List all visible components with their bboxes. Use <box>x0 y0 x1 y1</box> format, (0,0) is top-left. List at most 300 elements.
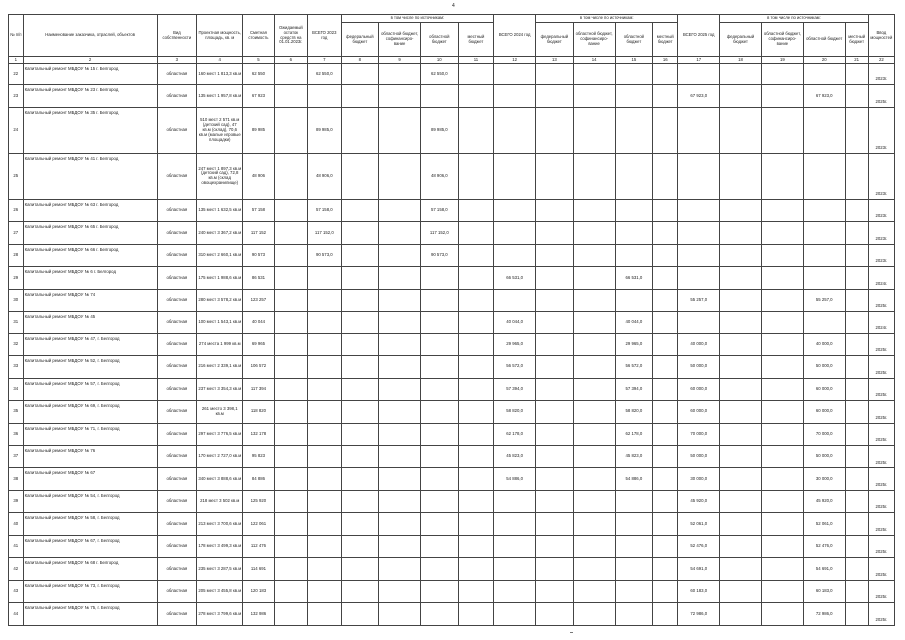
estimated-cost: 67 923 <box>243 85 274 107</box>
local-2023 <box>458 64 494 85</box>
estimated-cost: 125 920 <box>243 490 274 512</box>
header-including-2024: в том числе по источникам: <box>536 15 678 23</box>
object-name: Капитальный ремонт МБДОУ № 47, г. Белгород <box>23 333 157 355</box>
regional-2025 <box>803 107 845 153</box>
regional-cofin-2025 <box>761 580 803 602</box>
total-2023 <box>308 558 341 580</box>
federal-2024 <box>536 535 574 557</box>
remaining-funds <box>274 244 307 266</box>
commission-year: 2025г. <box>868 378 894 400</box>
column-number: 19 <box>761 57 803 64</box>
federal-2023 <box>341 153 379 199</box>
federal-2023 <box>341 513 379 535</box>
header-cost: Сметная стоимость <box>243 15 274 57</box>
federal-2023 <box>341 468 379 490</box>
column-number: 15 <box>615 57 653 64</box>
total-2023: 62 550,0 <box>308 64 341 85</box>
total-2025: 54 691,0 <box>678 558 720 580</box>
ownership: областная <box>157 535 197 557</box>
regional-2024 <box>615 153 653 199</box>
total-2025: 72 986,0 <box>678 603 720 626</box>
regional-cofin-2025 <box>761 199 803 221</box>
regional-2025: 55 257,0 <box>803 289 845 311</box>
capacity: 135 мест 1 957,8 кв.м <box>197 85 243 107</box>
total-2023 <box>308 423 341 445</box>
estimated-cost: 106 572 <box>243 356 274 378</box>
capacity: 135 мест 1 632,5 кв.м <box>197 199 243 221</box>
local-2024 <box>653 289 678 311</box>
ownership: областная <box>157 312 197 333</box>
regional-cofin-2024 <box>573 468 615 490</box>
total-2024 <box>494 513 536 535</box>
regional-2024 <box>615 199 653 221</box>
regional-2025 <box>803 312 845 333</box>
total-2024 <box>494 199 536 221</box>
regional-cofin-2024 <box>573 356 615 378</box>
column-numbers-row <box>9 57 895 64</box>
federal-2024 <box>536 356 574 378</box>
regional-cofin-2025 <box>761 356 803 378</box>
federal-2025 <box>720 423 762 445</box>
local-2025 <box>845 312 868 333</box>
federal-2023 <box>341 64 379 85</box>
object-name: Капитальный ремонт МБДОУ № 41 г. Белгород <box>23 153 157 199</box>
header-local-2023: местный бюджет <box>458 23 494 57</box>
column-number: 4 <box>197 57 243 64</box>
local-2023 <box>458 222 494 244</box>
column-number: 18 <box>720 57 762 64</box>
column-number: 13 <box>536 57 574 64</box>
regional-2024 <box>615 244 653 266</box>
regional-2023 <box>421 312 459 333</box>
regional-2023 <box>421 423 459 445</box>
local-2023 <box>458 267 494 289</box>
regional-cofin-2024 <box>573 603 615 626</box>
regional-2024 <box>615 222 653 244</box>
regional-2023: 117 152,0 <box>421 222 459 244</box>
table-row <box>9 267 895 289</box>
regional-cofin-2023 <box>379 423 421 445</box>
regional-cofin-2023 <box>379 222 421 244</box>
capacity: 237 мест 3 354,3 кв.м <box>197 378 243 400</box>
total-2025: 60 183,0 <box>678 580 720 602</box>
table-row <box>9 85 895 107</box>
header-remaining: Ожидаемый остаток средств на 01.01.2023г. <box>274 15 307 57</box>
total-2025: 55 257,0 <box>678 289 720 311</box>
federal-2023 <box>341 446 379 468</box>
estimated-cost: 112 476 <box>243 535 274 557</box>
local-2023 <box>458 378 494 400</box>
commission-year: 2025г. <box>868 558 894 580</box>
remaining-funds <box>274 333 307 355</box>
federal-2024 <box>536 401 574 423</box>
capacity: 216 мест 2 339,1 кв.м <box>197 356 243 378</box>
total-2025 <box>678 107 720 153</box>
object-name: Капитальный ремонт МБДОУ № 15 г. Белгород <box>23 64 157 85</box>
ownership: областная <box>157 85 197 107</box>
remaining-funds <box>274 222 307 244</box>
total-2024: 62 178,0 <box>494 423 536 445</box>
federal-2024 <box>536 312 574 333</box>
local-2025 <box>845 490 868 512</box>
regional-2023: 48 906,0 <box>421 153 459 199</box>
local-2023 <box>458 446 494 468</box>
total-2024 <box>494 153 536 199</box>
total-2025: 67 923,0 <box>678 85 720 107</box>
object-name: Капитальный ремонт МБДОУ № 23 г. Белгород <box>23 85 157 107</box>
local-2023 <box>458 513 494 535</box>
local-2024 <box>653 446 678 468</box>
remaining-funds <box>274 468 307 490</box>
ownership: областная <box>157 222 197 244</box>
federal-2023 <box>341 356 379 378</box>
total-2025 <box>678 222 720 244</box>
local-2023 <box>458 468 494 490</box>
total-2024 <box>494 64 536 85</box>
ownership: областная <box>157 356 197 378</box>
regional-cofin-2025 <box>761 513 803 535</box>
header-no: № п/п <box>9 15 24 57</box>
regional-cofin-2024 <box>573 199 615 221</box>
local-2023 <box>458 85 494 107</box>
federal-2023 <box>341 580 379 602</box>
object-name: Капитальный ремонт МБДОУ № 76 <box>23 446 157 468</box>
federal-2023 <box>341 401 379 423</box>
regional-2023: 90 573,0 <box>421 244 459 266</box>
local-2024 <box>653 490 678 512</box>
row-number: 31 <box>9 312 24 333</box>
federal-2023 <box>341 85 379 107</box>
local-2025 <box>845 603 868 626</box>
regional-cofin-2024 <box>573 580 615 602</box>
federal-2023 <box>341 244 379 266</box>
local-2025 <box>845 64 868 85</box>
ownership: областная <box>157 107 197 153</box>
regional-cofin-2025 <box>761 423 803 445</box>
table-row <box>9 378 895 400</box>
capacity: 235 мест 3 287,5 кв.м <box>197 558 243 580</box>
local-2023 <box>458 401 494 423</box>
local-2023 <box>458 333 494 355</box>
local-2025 <box>845 580 868 602</box>
regional-cofin-2023 <box>379 558 421 580</box>
ownership: областная <box>157 333 197 355</box>
federal-2025 <box>720 222 762 244</box>
table-row <box>9 603 895 626</box>
header-capacity: Проектная мощность, площадь, кв. м <box>197 15 243 57</box>
scan-mark <box>570 632 573 633</box>
commission-year: 2025г. <box>868 333 894 355</box>
remaining-funds <box>274 558 307 580</box>
remaining-funds <box>274 580 307 602</box>
total-2023: 89 985,0 <box>308 107 341 153</box>
remaining-funds <box>274 446 307 468</box>
object-name: Капитальный ремонт МБДОУ № 45 <box>23 312 157 333</box>
table-row <box>9 490 895 512</box>
regional-2025: 67 923,0 <box>803 85 845 107</box>
object-name: Капитальный ремонт МБДОУ № 69, г. Белгород <box>23 401 157 423</box>
column-number: 20 <box>803 57 845 64</box>
table-row <box>9 289 895 311</box>
header-local-2024: местный бюджет <box>653 23 678 57</box>
column-number: 11 <box>458 57 494 64</box>
local-2025 <box>845 244 868 266</box>
local-2025 <box>845 558 868 580</box>
total-2024: 56 572,0 <box>494 356 536 378</box>
remaining-funds <box>274 107 307 153</box>
federal-2025 <box>720 199 762 221</box>
regional-cofin-2023 <box>379 603 421 626</box>
header-regional-2025: областной бюджет <box>803 23 845 57</box>
commission-year: 2025г. <box>868 356 894 378</box>
local-2025 <box>845 423 868 445</box>
regional-2023 <box>421 356 459 378</box>
regional-2025 <box>803 64 845 85</box>
total-2023 <box>308 289 341 311</box>
commission-year: 2025г. <box>868 85 894 107</box>
regional-cofin-2023 <box>379 446 421 468</box>
regional-cofin-2024 <box>573 267 615 289</box>
row-number: 33 <box>9 356 24 378</box>
regional-2024: 58 820,0 <box>615 401 653 423</box>
local-2023 <box>458 107 494 153</box>
local-2025 <box>845 289 868 311</box>
local-2025 <box>845 468 868 490</box>
total-2024: 40 044,0 <box>494 312 536 333</box>
commission-year: 2025г. <box>868 535 894 557</box>
local-2024 <box>653 535 678 557</box>
row-number: 43 <box>9 580 24 602</box>
regional-cofin-2024 <box>573 378 615 400</box>
object-name: Капитальный ремонт МБДОУ № 74 <box>23 289 157 311</box>
total-2023 <box>308 580 341 602</box>
local-2024 <box>653 423 678 445</box>
regional-cofin-2023 <box>379 535 421 557</box>
object-name: Капитальный ремонт МБДОУ № 66 г. Белгород <box>23 244 157 266</box>
total-2024 <box>494 85 536 107</box>
total-2023 <box>308 312 341 333</box>
ownership: областная <box>157 378 197 400</box>
regional-cofin-2024 <box>573 446 615 468</box>
header-regional-cofin-2025: областной бюджет, софинансиро-вание <box>761 23 803 57</box>
federal-2025 <box>720 267 762 289</box>
local-2024 <box>653 222 678 244</box>
header-regional-cofin-2024: областной бюджет, софинансиро-вание <box>573 23 615 57</box>
capacity: 310 мест 2 660,1 кв.м <box>197 244 243 266</box>
column-number: 1 <box>9 57 24 64</box>
row-number: 27 <box>9 222 24 244</box>
regional-cofin-2025 <box>761 446 803 468</box>
regional-cofin-2024 <box>573 244 615 266</box>
object-name: Капитальный ремонт МБДОУ № 54, г. Белгород <box>23 490 157 512</box>
total-2024: 29 965,0 <box>494 333 536 355</box>
capacity: 175 мест 1 988,6 кв.м <box>197 267 243 289</box>
object-name: Капитальный ремонт МБДОУ № 73, г. Белгород <box>23 580 157 602</box>
local-2024 <box>653 199 678 221</box>
capacity: 218 мест 3 502 кв.м <box>197 490 243 512</box>
column-number: 7 <box>308 57 341 64</box>
total-2025 <box>678 244 720 266</box>
ownership: областная <box>157 199 197 221</box>
total-2025: 50 000,0 <box>678 446 720 468</box>
object-name: Капитальный ремонт МБДОУ № 71, г. Белгород <box>23 423 157 445</box>
regional-cofin-2023 <box>379 244 421 266</box>
local-2025 <box>845 535 868 557</box>
federal-2025 <box>720 312 762 333</box>
remaining-funds <box>274 378 307 400</box>
federal-2024 <box>536 558 574 580</box>
header-regional-2023: областной бюджет <box>421 23 459 57</box>
federal-2025 <box>720 289 762 311</box>
header-total-2023: ВСЕГО 2023 год <box>308 15 341 57</box>
federal-2025 <box>720 85 762 107</box>
object-name: Капитальный ремонт МБДОУ № 63 г. Белгород <box>23 199 157 221</box>
local-2024 <box>653 107 678 153</box>
regional-2024 <box>615 289 653 311</box>
regional-cofin-2023 <box>379 401 421 423</box>
federal-2025 <box>720 64 762 85</box>
federal-2025 <box>720 490 762 512</box>
column-number: 5 <box>243 57 274 64</box>
regional-cofin-2024 <box>573 153 615 199</box>
total-2023 <box>308 490 341 512</box>
regional-2025: 50 000,0 <box>803 446 845 468</box>
row-number: 23 <box>9 85 24 107</box>
table-row <box>9 333 895 355</box>
regional-cofin-2025 <box>761 378 803 400</box>
table-row <box>9 468 895 490</box>
federal-2024 <box>536 446 574 468</box>
total-2025: 60 000,0 <box>678 401 720 423</box>
commission-year: 2025г. <box>868 289 894 311</box>
commission-year: 2023г. <box>868 244 894 266</box>
regional-cofin-2023 <box>379 468 421 490</box>
row-number: 24 <box>9 107 24 153</box>
local-2024 <box>653 378 678 400</box>
total-2025: 45 920,0 <box>678 490 720 512</box>
local-2025 <box>845 153 868 199</box>
total-2023 <box>308 356 341 378</box>
federal-2025 <box>720 401 762 423</box>
remaining-funds <box>274 289 307 311</box>
regional-2023 <box>421 513 459 535</box>
column-number: 10 <box>421 57 459 64</box>
local-2025 <box>845 378 868 400</box>
remaining-funds <box>274 356 307 378</box>
table-row <box>9 356 895 378</box>
local-2025 <box>845 446 868 468</box>
regional-2025: 60 183,0 <box>803 580 845 602</box>
total-2025: 40 000,0 <box>678 333 720 355</box>
local-2023 <box>458 153 494 199</box>
regional-2025 <box>803 153 845 199</box>
regional-cofin-2023 <box>379 580 421 602</box>
total-2025: 60 000,0 <box>678 378 720 400</box>
estimated-cost: 62 550 <box>243 64 274 85</box>
regional-2025: 60 000,0 <box>803 378 845 400</box>
object-name: Капитальный ремонт МБДОУ № 67, г. Белгород <box>23 535 157 557</box>
local-2024 <box>653 85 678 107</box>
total-2024: 54 886,0 <box>494 468 536 490</box>
local-2024 <box>653 513 678 535</box>
regional-2024 <box>615 490 653 512</box>
regional-2024: 56 572,0 <box>615 356 653 378</box>
regional-cofin-2025 <box>761 267 803 289</box>
estimated-cost: 117 152 <box>243 222 274 244</box>
regional-2023 <box>421 558 459 580</box>
regional-2025: 30 000,0 <box>803 468 845 490</box>
ownership: областная <box>157 580 197 602</box>
capacity: 261 место 3 398,1 кв.м <box>197 401 243 423</box>
regional-cofin-2024 <box>573 401 615 423</box>
table-row <box>9 244 895 266</box>
regional-2023 <box>421 446 459 468</box>
estimated-cost: 90 573 <box>243 244 274 266</box>
regional-cofin-2024 <box>573 85 615 107</box>
remaining-funds <box>274 603 307 626</box>
capacity: 205 мест 3 455,8 кв.м <box>197 580 243 602</box>
federal-2025 <box>720 535 762 557</box>
regional-cofin-2023 <box>379 199 421 221</box>
federal-2025 <box>720 558 762 580</box>
regional-cofin-2023 <box>379 267 421 289</box>
federal-2024 <box>536 222 574 244</box>
federal-2024 <box>536 423 574 445</box>
row-number: 34 <box>9 378 24 400</box>
federal-2024 <box>536 64 574 85</box>
local-2023 <box>458 312 494 333</box>
ownership: областная <box>157 446 197 468</box>
federal-2025 <box>720 153 762 199</box>
federal-2025 <box>720 333 762 355</box>
federal-2025 <box>720 446 762 468</box>
total-2023 <box>308 333 341 355</box>
commission-year: 2023г. <box>868 64 894 85</box>
capacity: 170 мест 2 727,0 кв.м <box>197 446 243 468</box>
federal-2023 <box>341 603 379 626</box>
regional-2023 <box>421 85 459 107</box>
commission-year: 2025г. <box>868 580 894 602</box>
regional-2023 <box>421 603 459 626</box>
regional-cofin-2023 <box>379 356 421 378</box>
regional-cofin-2023 <box>379 378 421 400</box>
column-number: 21 <box>845 57 868 64</box>
remaining-funds <box>274 85 307 107</box>
federal-2024 <box>536 199 574 221</box>
estimated-cost: 114 691 <box>243 558 274 580</box>
header-regional-cofin-2023: областной бюджет, софинансиро-вание <box>379 23 421 57</box>
total-2025 <box>678 199 720 221</box>
remaining-funds <box>274 513 307 535</box>
commission-year: 2025г. <box>868 423 894 445</box>
federal-2025 <box>720 356 762 378</box>
local-2023 <box>458 356 494 378</box>
regional-cofin-2025 <box>761 244 803 266</box>
federal-2024 <box>536 468 574 490</box>
federal-2025 <box>720 468 762 490</box>
column-number: 3 <box>157 57 197 64</box>
federal-2023 <box>341 222 379 244</box>
regional-2023: 89 985,0 <box>421 107 459 153</box>
header-commission: Ввод мощностей <box>868 15 894 57</box>
capacity: 213 мест 3 700,6 кв.м <box>197 513 243 535</box>
estimated-cost: 69 965 <box>243 333 274 355</box>
local-2024 <box>653 356 678 378</box>
federal-2025 <box>720 378 762 400</box>
regional-2024: 29 965,0 <box>615 333 653 355</box>
estimated-cost: 120 183 <box>243 580 274 602</box>
row-number: 29 <box>9 267 24 289</box>
